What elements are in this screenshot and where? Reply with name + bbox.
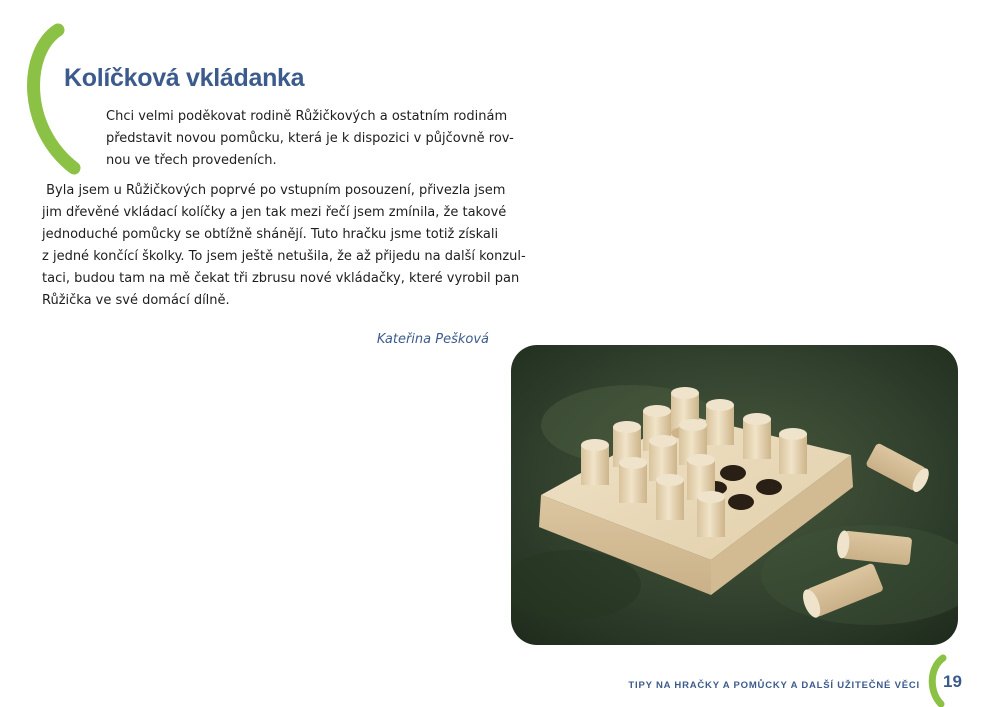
- page-number: 19: [943, 672, 962, 691]
- intro-line: Chci velmi poděkovat rodině Růžičkových a ostatním rodinám: [106, 109, 508, 124]
- body-line: Růžička ve své domácí dílně.: [42, 293, 230, 308]
- wooden-peg-board-photo: [511, 345, 958, 645]
- body-line: z jedné končící školky. To jsem ještě netušila, že až přijedu na další konzul-: [42, 249, 526, 264]
- article-title: Kolíčková vkládanka: [64, 64, 305, 92]
- article-intro: [106, 106, 514, 172]
- section-footer-label: TIPY NA HRAČKY A POMŮCKY A DALŠÍ UŽITEČNÉ VĚCI: [628, 680, 920, 691]
- body-line: jim dřevěné vkládací kolíčky a jen tak mezi řečí jsem zmínila, že takové: [42, 205, 507, 220]
- article-body: [42, 180, 526, 312]
- article-author: Kateřina Pešková: [376, 332, 489, 347]
- body-line: taci, budou tam na mě čekat tři zbrusu nové vkládačky, které vyrobil pan: [42, 271, 520, 286]
- intro-line: nou ve třech provedeních.: [106, 153, 277, 168]
- body-line: Byla jsem u Růžičkových poprvé po vstupním posouzení, přivezla jsem: [42, 183, 506, 198]
- intro-line: představit novou pomůcku, která je k dispozici v půjčovně rov-: [106, 131, 514, 146]
- body-line: jednoduché pomůcky se obtížně shánějí. Tuto hračku jsme totiž získali: [42, 227, 499, 242]
